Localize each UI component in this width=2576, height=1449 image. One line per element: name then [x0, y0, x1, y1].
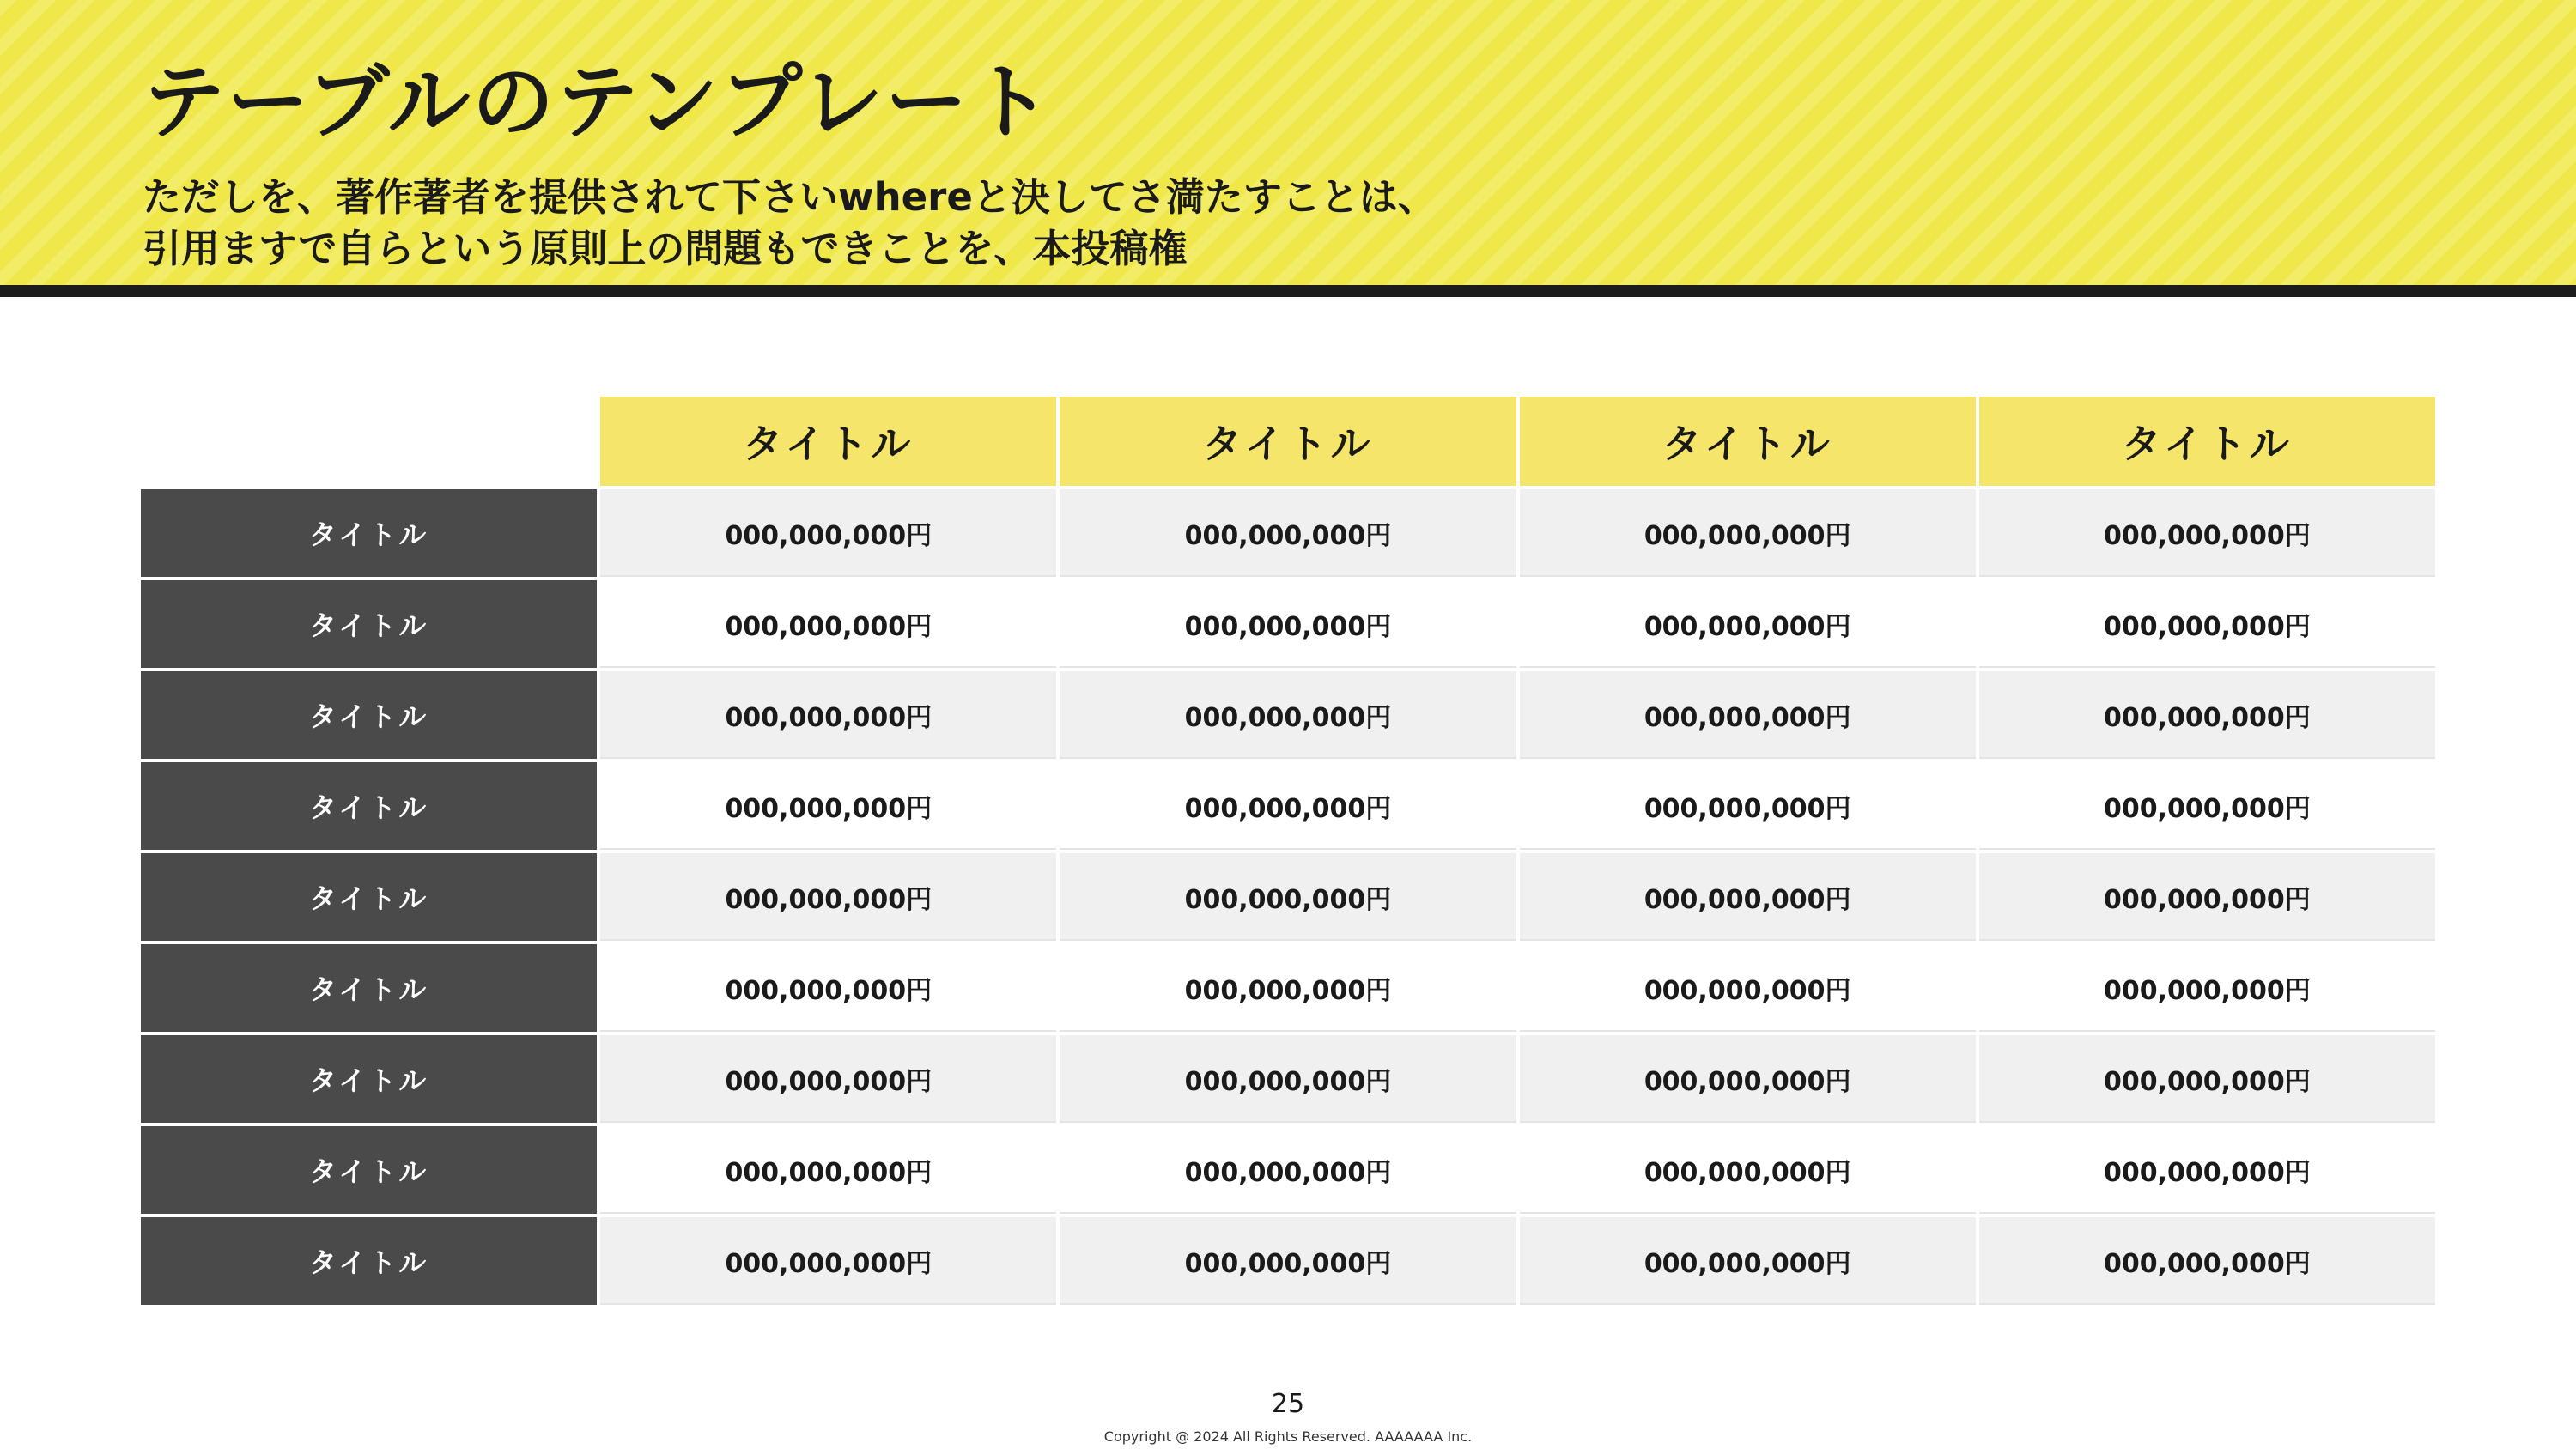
row-header: タイトル	[141, 944, 597, 1032]
table-cell: 000,000,000円	[1520, 1126, 1976, 1214]
column-header: タイトル	[1520, 397, 1976, 486]
row-header: タイトル	[141, 1126, 597, 1214]
table-corner	[141, 397, 597, 486]
price-table-container	[141, 397, 2435, 1305]
table-cell: 000,000,000円	[1520, 853, 1976, 941]
table-row	[141, 1217, 2435, 1305]
row-header: タイトル	[141, 489, 597, 577]
header-divider	[0, 285, 2576, 297]
table-row	[141, 762, 2435, 850]
table-cell: 000,000,000円	[1979, 762, 2435, 850]
table-cell: 000,000,000円	[600, 671, 1056, 759]
table-row	[141, 944, 2435, 1032]
table-cell: 000,000,000円	[600, 853, 1056, 941]
copyright-notice: Copyright @ 2024 All Rights Reserved. AAAAAAA Inc.	[1103, 1428, 1473, 1445]
table-cell: 000,000,000円	[1060, 944, 1516, 1032]
table-cell: 000,000,000円	[1520, 944, 1976, 1032]
table-row	[141, 853, 2435, 941]
table-cell: 000,000,000円	[600, 1126, 1056, 1214]
table-row	[141, 1126, 2435, 1214]
table-cell: 000,000,000円	[1979, 580, 2435, 668]
column-header: タイトル	[1979, 397, 2435, 486]
subtitle-line: 引用ますで自らという原則上の問題もできことを、本投稿権	[143, 226, 1188, 271]
page-title: テーブルのテンプレート	[143, 54, 1054, 150]
table-cell: 000,000,000円	[1060, 1217, 1516, 1305]
row-header: タイトル	[141, 762, 597, 850]
table-cell: 000,000,000円	[1520, 580, 1976, 668]
table-cell: 000,000,000円	[1060, 1035, 1516, 1123]
table-cell: 000,000,000円	[1979, 1126, 2435, 1214]
table-cell: 000,000,000円	[1060, 762, 1516, 850]
row-header: タイトル	[141, 1035, 597, 1123]
table-row	[141, 489, 2435, 577]
row-header: タイトル	[141, 580, 597, 668]
table-cell: 000,000,000円	[600, 489, 1056, 577]
table-row	[141, 580, 2435, 668]
table-row	[141, 671, 2435, 759]
table-cell: 000,000,000円	[1979, 671, 2435, 759]
table-cell: 000,000,000円	[1060, 580, 1516, 668]
table-body	[141, 489, 2435, 1305]
table-cell: 000,000,000円	[1520, 1035, 1976, 1123]
table-cell: 000,000,000円	[1060, 671, 1516, 759]
table-cell: 000,000,000円	[600, 762, 1056, 850]
table-cell: 000,000,000円	[600, 1035, 1056, 1123]
table-cell: 000,000,000円	[1060, 853, 1516, 941]
table-cell: 000,000,000円	[1979, 1217, 2435, 1305]
table-cell: 000,000,000円	[1979, 1035, 2435, 1123]
table-cell: 000,000,000円	[600, 1217, 1056, 1305]
table-cell: 000,000,000円	[1520, 671, 1976, 759]
table-cell: 000,000,000円	[600, 944, 1056, 1032]
table-cell: 000,000,000円	[1520, 762, 1976, 850]
page-subtitle	[143, 172, 1437, 275]
table-cell: 000,000,000円	[1520, 489, 1976, 577]
row-header: タイトル	[141, 1217, 597, 1305]
column-header: タイトル	[600, 397, 1056, 486]
page-number: 25	[1271, 1389, 1305, 1419]
price-table	[137, 393, 2439, 1308]
row-header: タイトル	[141, 853, 597, 941]
table-cell: 000,000,000円	[1979, 853, 2435, 941]
table-cell: 000,000,000円	[1979, 944, 2435, 1032]
table-cell: 000,000,000円	[600, 580, 1056, 668]
row-header: タイトル	[141, 671, 597, 759]
table-cell: 000,000,000円	[1520, 1217, 1976, 1305]
table-row	[141, 1035, 2435, 1123]
table-cell: 000,000,000円	[1979, 489, 2435, 577]
subtitle-line: ただしを、著作著者を提供されて下さいwhereと決してさ満たすことは、	[143, 174, 1437, 220]
table-cell: 000,000,000円	[1060, 489, 1516, 577]
table-header-row	[141, 397, 2435, 486]
column-header: タイトル	[1060, 397, 1516, 486]
table-cell: 000,000,000円	[1060, 1126, 1516, 1214]
